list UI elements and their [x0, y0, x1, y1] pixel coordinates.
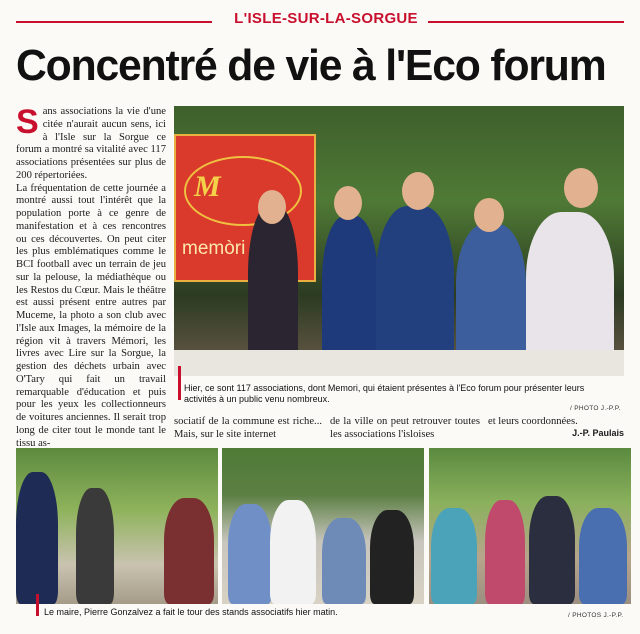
author-signature: J.-P. Paulais	[572, 428, 624, 438]
bottom-3-person-c	[529, 496, 575, 604]
kicker-rule-left	[16, 21, 212, 23]
banner-letter: M	[194, 170, 221, 203]
article-column-left	[16, 103, 166, 450]
person-3-head	[402, 172, 434, 210]
headline: Concentré de vie à l'Eco forum	[16, 41, 606, 90]
main-photo-credit: / PHOTO J.-P.P.	[570, 405, 621, 412]
bottom-1-person-b	[76, 488, 114, 604]
article-paragraph-2: La fréquentation de cette journée a montré aussi tout l'intérêt que la population porte à ce genre de manifestation et à ces rencontres ou ces découvertes. On peut citer les plus emblématiques comme le BCI football avec un terrain de jeu sur la pelouse, la médiathèque ou les Restos du Cœur. Mais le théâtre est aussi présent entre autres par Muceme, la photo a son club avec l'Isle aux Images, la mémoire de la région vit à travers Mémori, les livres avec Lire sur la Sorgue, la gestion des déchets urbain avec O'Tary qui fait un travail remarquable d'éducation et puis pour les yeux les collectionneurs de voitures anciennes. Il serait trop long de citer tout le monde tant le tissu as-	[16, 182, 166, 449]
bottom-2-person-b	[270, 500, 316, 604]
bottom-photos-credit: / PHOTOS J.-P.P.	[568, 612, 624, 619]
person-2-head	[334, 186, 362, 220]
bottom-3-person-b	[485, 500, 525, 604]
kicker-location: L'ISLE-SUR-LA-SORGUE	[234, 10, 418, 27]
bottom-2-person-c	[322, 518, 366, 604]
article-column-4: et leurs coordonnées.	[488, 416, 578, 427]
person-4-head	[474, 198, 504, 232]
bottom-photo-3	[429, 448, 631, 604]
article-column-2: sociatif de la commune est riche... Mais, sur le site internet	[174, 416, 322, 440]
bottom-caption-marker	[36, 594, 39, 616]
bottom-photo-2	[222, 448, 424, 604]
article-paragraph-1: Sans associations la vie d'une citée n'aurait aucun sens, ici à l'Isle sur la Sorgue ce forum a montré sa vitalité avec 117 associations présentées sur plus de 200 répertoriées.	[16, 103, 166, 181]
kicker-section	[16, 10, 624, 32]
dropcap: S	[16, 103, 39, 141]
bottom-3-person-d	[579, 508, 627, 604]
bottom-photo-1	[16, 448, 218, 604]
kicker-rule-right	[428, 21, 624, 23]
bottom-3-person-a	[431, 508, 477, 604]
bottom-2-person-d	[370, 510, 414, 604]
main-photo-caption: Hier, ce sont 117 associations, dont Memori, qui étaient présentes à l'Eco forum pour présenter leurs activités à un public venu nombreux.	[184, 383, 585, 404]
person-5-head	[564, 168, 598, 208]
main-photo	[174, 106, 624, 376]
article-column-3: de la ville on peut retrouver toutes les associations l'isloises	[330, 416, 480, 440]
caption-marker	[178, 366, 181, 400]
bottom-2-person-a	[228, 504, 272, 604]
person-1-head	[258, 190, 286, 224]
stand-table	[174, 350, 624, 376]
bottom-1-person-a	[16, 472, 58, 604]
bottom-1-person-c	[164, 498, 214, 604]
banner-text: memòri	[182, 238, 246, 259]
bottom-photos-caption: Le maire, Pierre Gonzalvez a fait le tour des stands associatifs hier matin.	[44, 607, 338, 617]
